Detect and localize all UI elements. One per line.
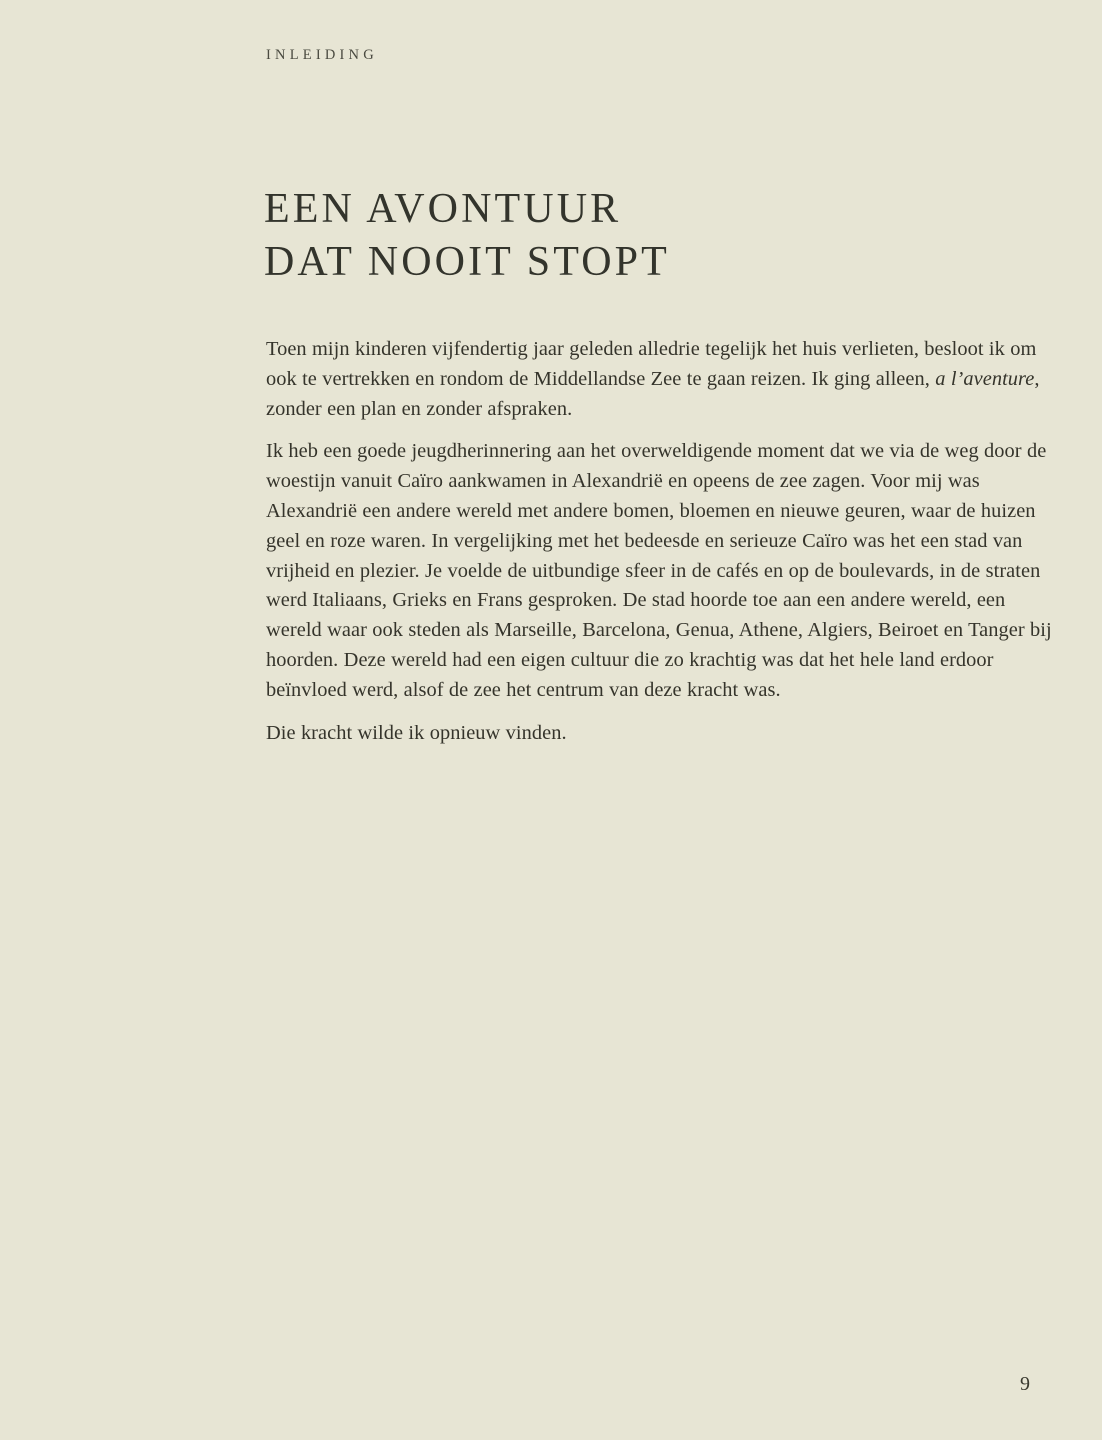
chapter-title-line-1: EEN AVONTUUR (264, 186, 622, 232)
page-number: 9 (1020, 1373, 1030, 1395)
paragraph-1 (266, 335, 1056, 424)
paragraph-3: Die kracht wilde ik opnieuw vinden. (266, 721, 567, 744)
paragraph-2: Ik heb een goede jeugdherinnering aan het overweldigende moment dat we via de weg door de woestijn vanuit Caïro aankwamen in Alexandrië en opeens de zee zagen. Voor mij was Alexandrië een andere wereld met andere bomen, bloemen en nieuwe geuren, waar de huizen geel en roze waren. In vergelijking met het bedeesde en serieuze Caïro was het een stad van vrijheid en plezier. Je voelde de uitbundige sfeer in de cafés en op de boulevards, in de straten werd Italiaans, Grieks en Frans gesproken. De stad hoorde toe aan een andere wereld, een wereld waar ook steden als Marseille, Barcelona, Genua, Athene, Algiers, Beiroet en Tanger bij hoorden. Deze wereld had een eigen cultuur die zo krachtig was dat het hele land erdoor beïnvloed werd, alsof de zee het centrum van deze kracht was. (266, 440, 1052, 701)
paragraph-1-italic-phrase: a l’aventure (935, 367, 1035, 390)
paragraph-1-text-before-italic: Toen mijn kinderen vijfendertig jaar geleden alledrie tegelijk het huis verlieten, besloot ik om ook te vertrekken en rondom de Middellandse Zee te gaan reizen. Ik ging alleen, (266, 338, 1037, 390)
body-copy (266, 335, 1056, 748)
running-head: INLEIDING (266, 47, 378, 63)
paragraph-1-text-after-italic: , zonder een plan en zonder afspraken. (266, 367, 1040, 420)
chapter-title-line-2: DAT NOOIT STOPT (264, 239, 670, 285)
page-title (264, 183, 1024, 289)
